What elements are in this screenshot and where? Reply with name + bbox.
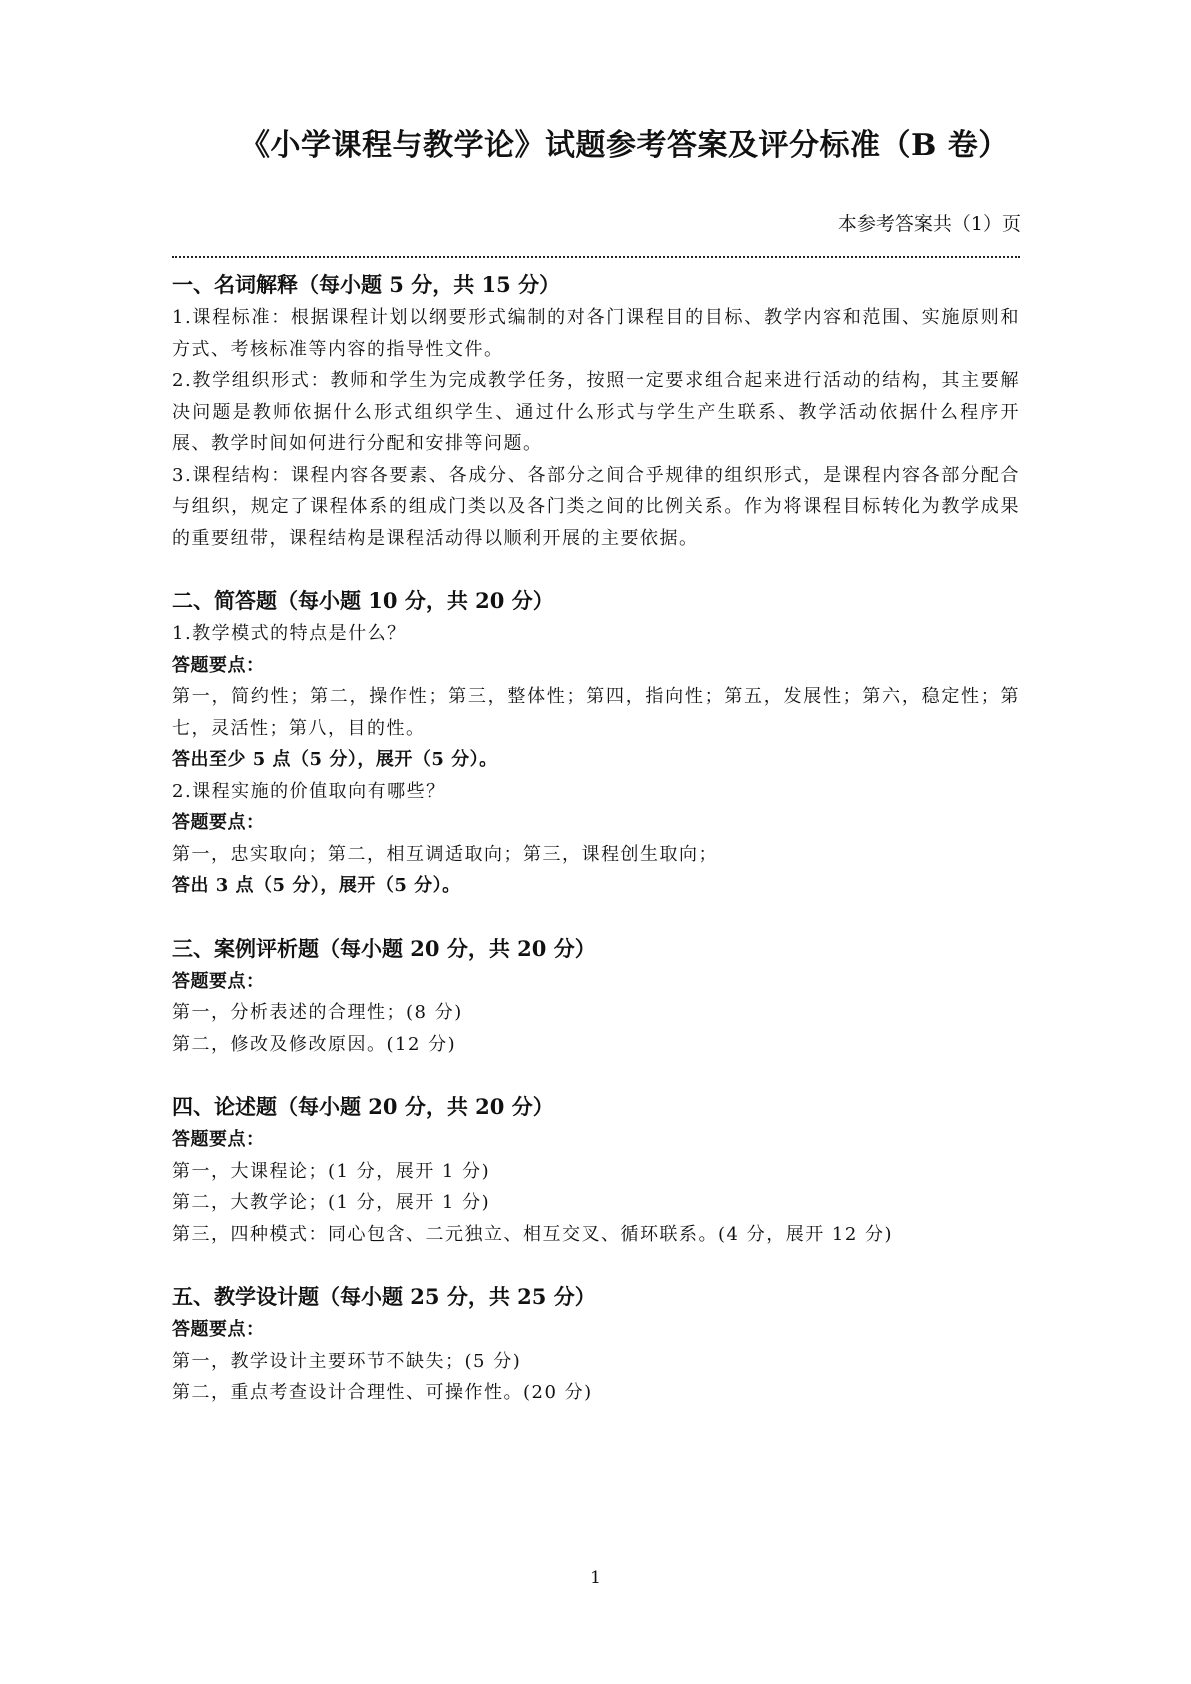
section-heading: 五、教学设计题（每小题 25 分，共 25 分） bbox=[172, 1284, 596, 1309]
section-case-analysis bbox=[172, 932, 1020, 1061]
answer-key-label: 答题要点： bbox=[172, 1129, 265, 1150]
section-heading: 四、论述题（每小题 20 分，共 20 分） bbox=[172, 1094, 554, 1119]
answer-paragraph: 第一，忠实取向；第二，相互调适取向；第三，课程创生取向； bbox=[172, 843, 718, 865]
section-essay bbox=[172, 1090, 1020, 1250]
section-teaching-design bbox=[172, 1280, 1020, 1409]
answer-paragraph: 3.课程结构：课程内容各要素、各成分、各部分之间合乎规律的组织形式，是课程内容各部分配合与组织，规定了课程体系的组成门类以及各门类之间的比例关系。作为将课程目标转化为教学成果的重要纽带，课程结构是课程活动得以顺利开展的主要依据。 bbox=[172, 464, 1020, 549]
answer-line: 第二，大教学论；(1 分，展开 1 分) bbox=[172, 1192, 491, 1213]
dotted-separator bbox=[172, 236, 1020, 258]
answer-key-label: 答题要点： bbox=[172, 1319, 265, 1340]
answer-paragraph: 第一，简约性；第二，操作性；第三，整体性；第四，指向性；第五，发展性；第六，稳定性；第七，灵活性；第八，目的性。 bbox=[172, 686, 1020, 739]
answer-line: 第二，修改及修改原因。(12 分) bbox=[172, 1033, 457, 1055]
answer-key-label: 答题要点： bbox=[172, 812, 265, 833]
answer-line: 第一，分析表述的合理性；(8 分) bbox=[172, 1002, 463, 1023]
section-heading: 一、名词解释（每小题 5 分，共 15 分） bbox=[172, 272, 561, 297]
section-heading: 二、简答题（每小题 10 分，共 20 分） bbox=[172, 588, 554, 613]
answer-paragraph: 1.课程标准：根据课程计划以纲要形式编制的对各门课程目的目标、教学内容和范围、实施原则和方式、考核标准等内容的指导性文件。 bbox=[172, 307, 1020, 360]
document-title: 《小学课程与教学论》试题参考答案及评分标准（B 卷） bbox=[240, 128, 1009, 163]
scoring-note: 答出至少 5 点（5 分），展开（5 分）。 bbox=[172, 749, 498, 770]
scoring-note: 答出 3 点（5 分），展开（5 分）。 bbox=[172, 875, 461, 896]
answer-line: 第二，重点考查设计合理性、可操作性。(20 分) bbox=[172, 1382, 593, 1403]
page-count-note: 本参考答案共（1）页 bbox=[837, 213, 1021, 235]
answer-content bbox=[172, 268, 1020, 1409]
answer-line: 第一，教学设计主要环节不缺失；(5 分) bbox=[172, 1350, 522, 1372]
answer-line: 第三，四种模式：同心包含、二元独立、相互交叉、循环联系。(4 分，展开 12 分) bbox=[172, 1223, 894, 1245]
section-heading: 三、案例评析题（每小题 20 分，共 20 分） bbox=[172, 935, 596, 961]
question-text: 1.教学模式的特点是什么？ bbox=[172, 623, 407, 644]
section-term-explanation bbox=[172, 268, 1020, 554]
question-text: 2.课程实施的价值取向有哪些？ bbox=[172, 780, 446, 802]
answer-paragraph: 2.教学组织形式：教师和学生为完成教学任务，按照一定要求组合起来进行活动的结构，其主要解决问题是教师依据什么形式组织学生、通过什么形式与学生产生联系、教学活动依据什么程序开展、教学时间如何进行分配和安排等问题。 bbox=[172, 370, 1020, 454]
answer-line: 第一，大课程论；(1 分，展开 1 分) bbox=[172, 1160, 491, 1182]
page-number: 1 bbox=[590, 1568, 601, 1588]
answer-key-label: 答题要点： bbox=[172, 654, 265, 676]
answer-key-label: 答题要点： bbox=[172, 970, 265, 992]
section-short-answer bbox=[172, 584, 1020, 902]
